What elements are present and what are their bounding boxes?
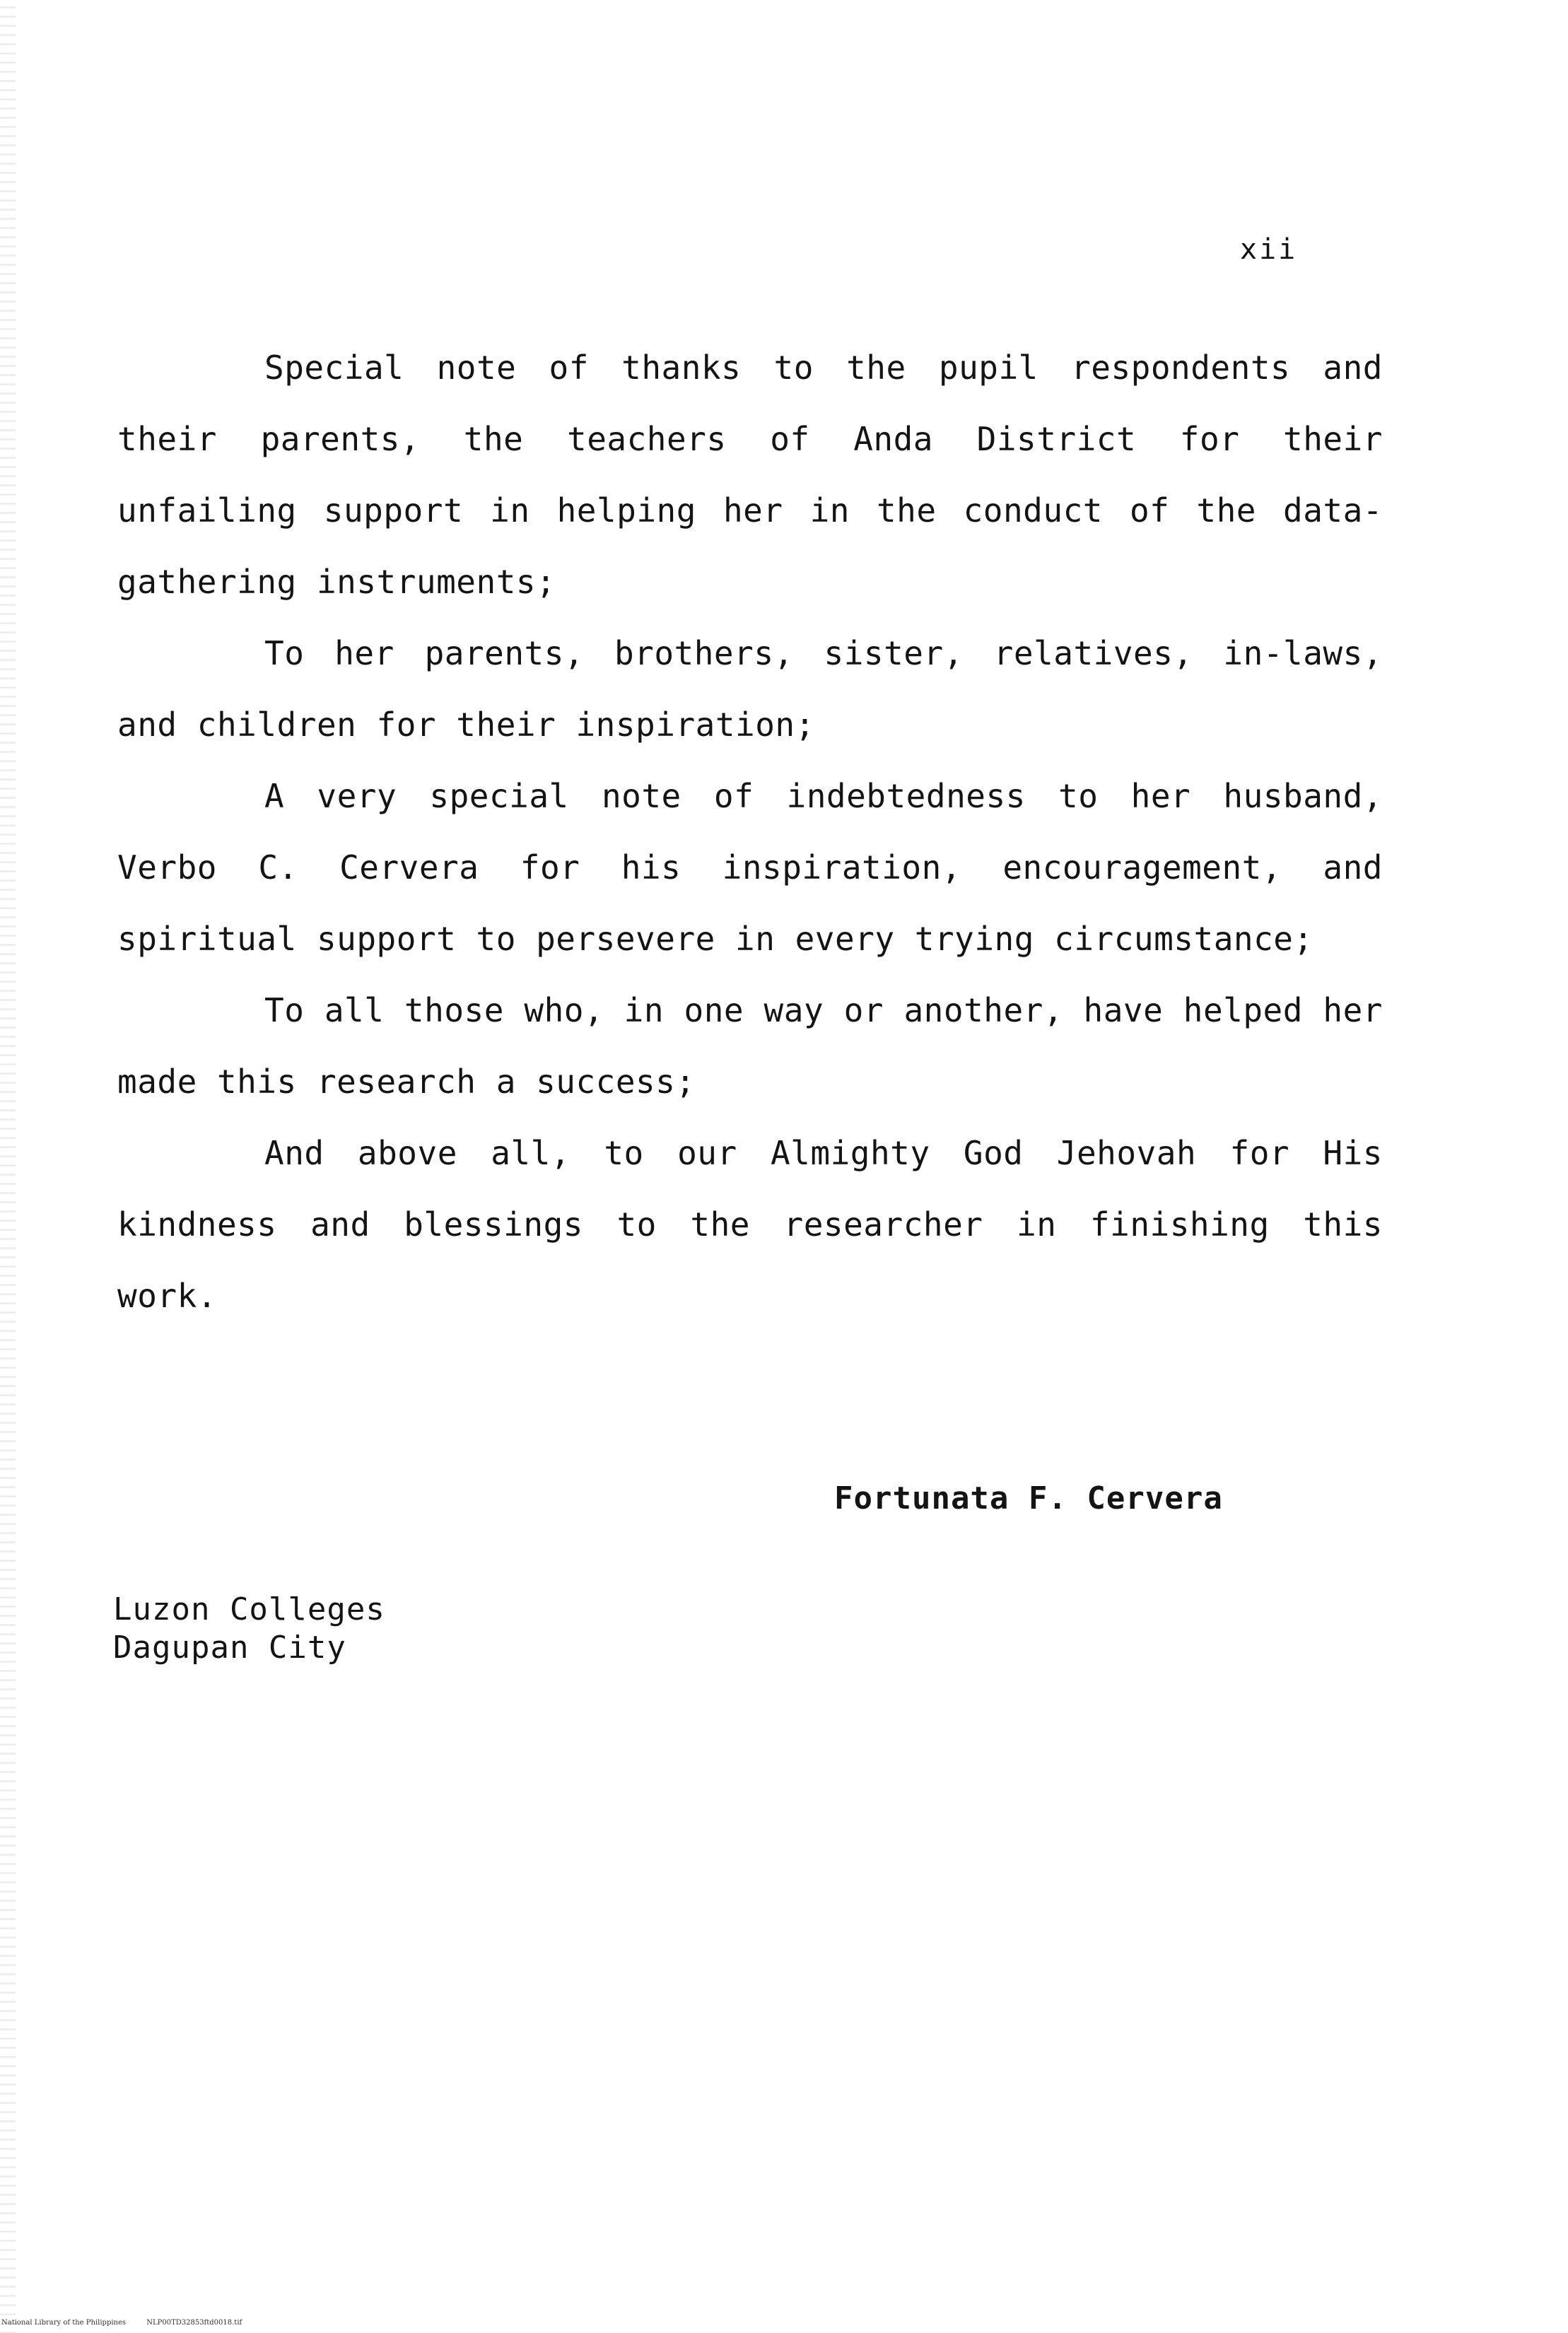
paragraph-thanks-husband: A very special note of indebtedness to her husband, Verbo C. Cervera for his inspiration, encouragement, and spiritual support to persevere in every trying circumstance; <box>117 777 1383 958</box>
paragraph-thanks-respondents: Special note of thanks to the pupil respondents and their parents, the teachers of Anda District for their unfailing support in helping her in the conduct of the data-gathering instruments; <box>117 349 1383 601</box>
author-signature: Fortunata F. Cervera <box>834 1480 1223 1516</box>
paragraph-thanks-others: To all those who, in one way or another, have helped her made this research a success; <box>117 991 1383 1101</box>
paragraph-thanks-god: And above all, to our Almighty God Jehovah for His kindness and blessings to the researcher in finishing this work. <box>117 1134 1383 1315</box>
scan-edge-texture <box>0 0 16 2333</box>
institution-block <box>113 1591 385 1667</box>
scan-footer <box>1 2319 260 2327</box>
page-number: xii <box>1240 233 1298 266</box>
institution-name: Luzon Colleges <box>113 1591 385 1627</box>
paragraph-thanks-family: To her parents, brothers, sister, relatives, in-laws, and children for their inspiration; <box>117 634 1383 744</box>
footer-library: National Library of the Philippines <box>1 2319 127 2327</box>
acknowledgment-body <box>117 332 1383 1332</box>
institution-city: Dagupan City <box>113 1630 346 1666</box>
footer-filename: NLP00TD32853ftd0018.tif <box>146 2319 242 2327</box>
